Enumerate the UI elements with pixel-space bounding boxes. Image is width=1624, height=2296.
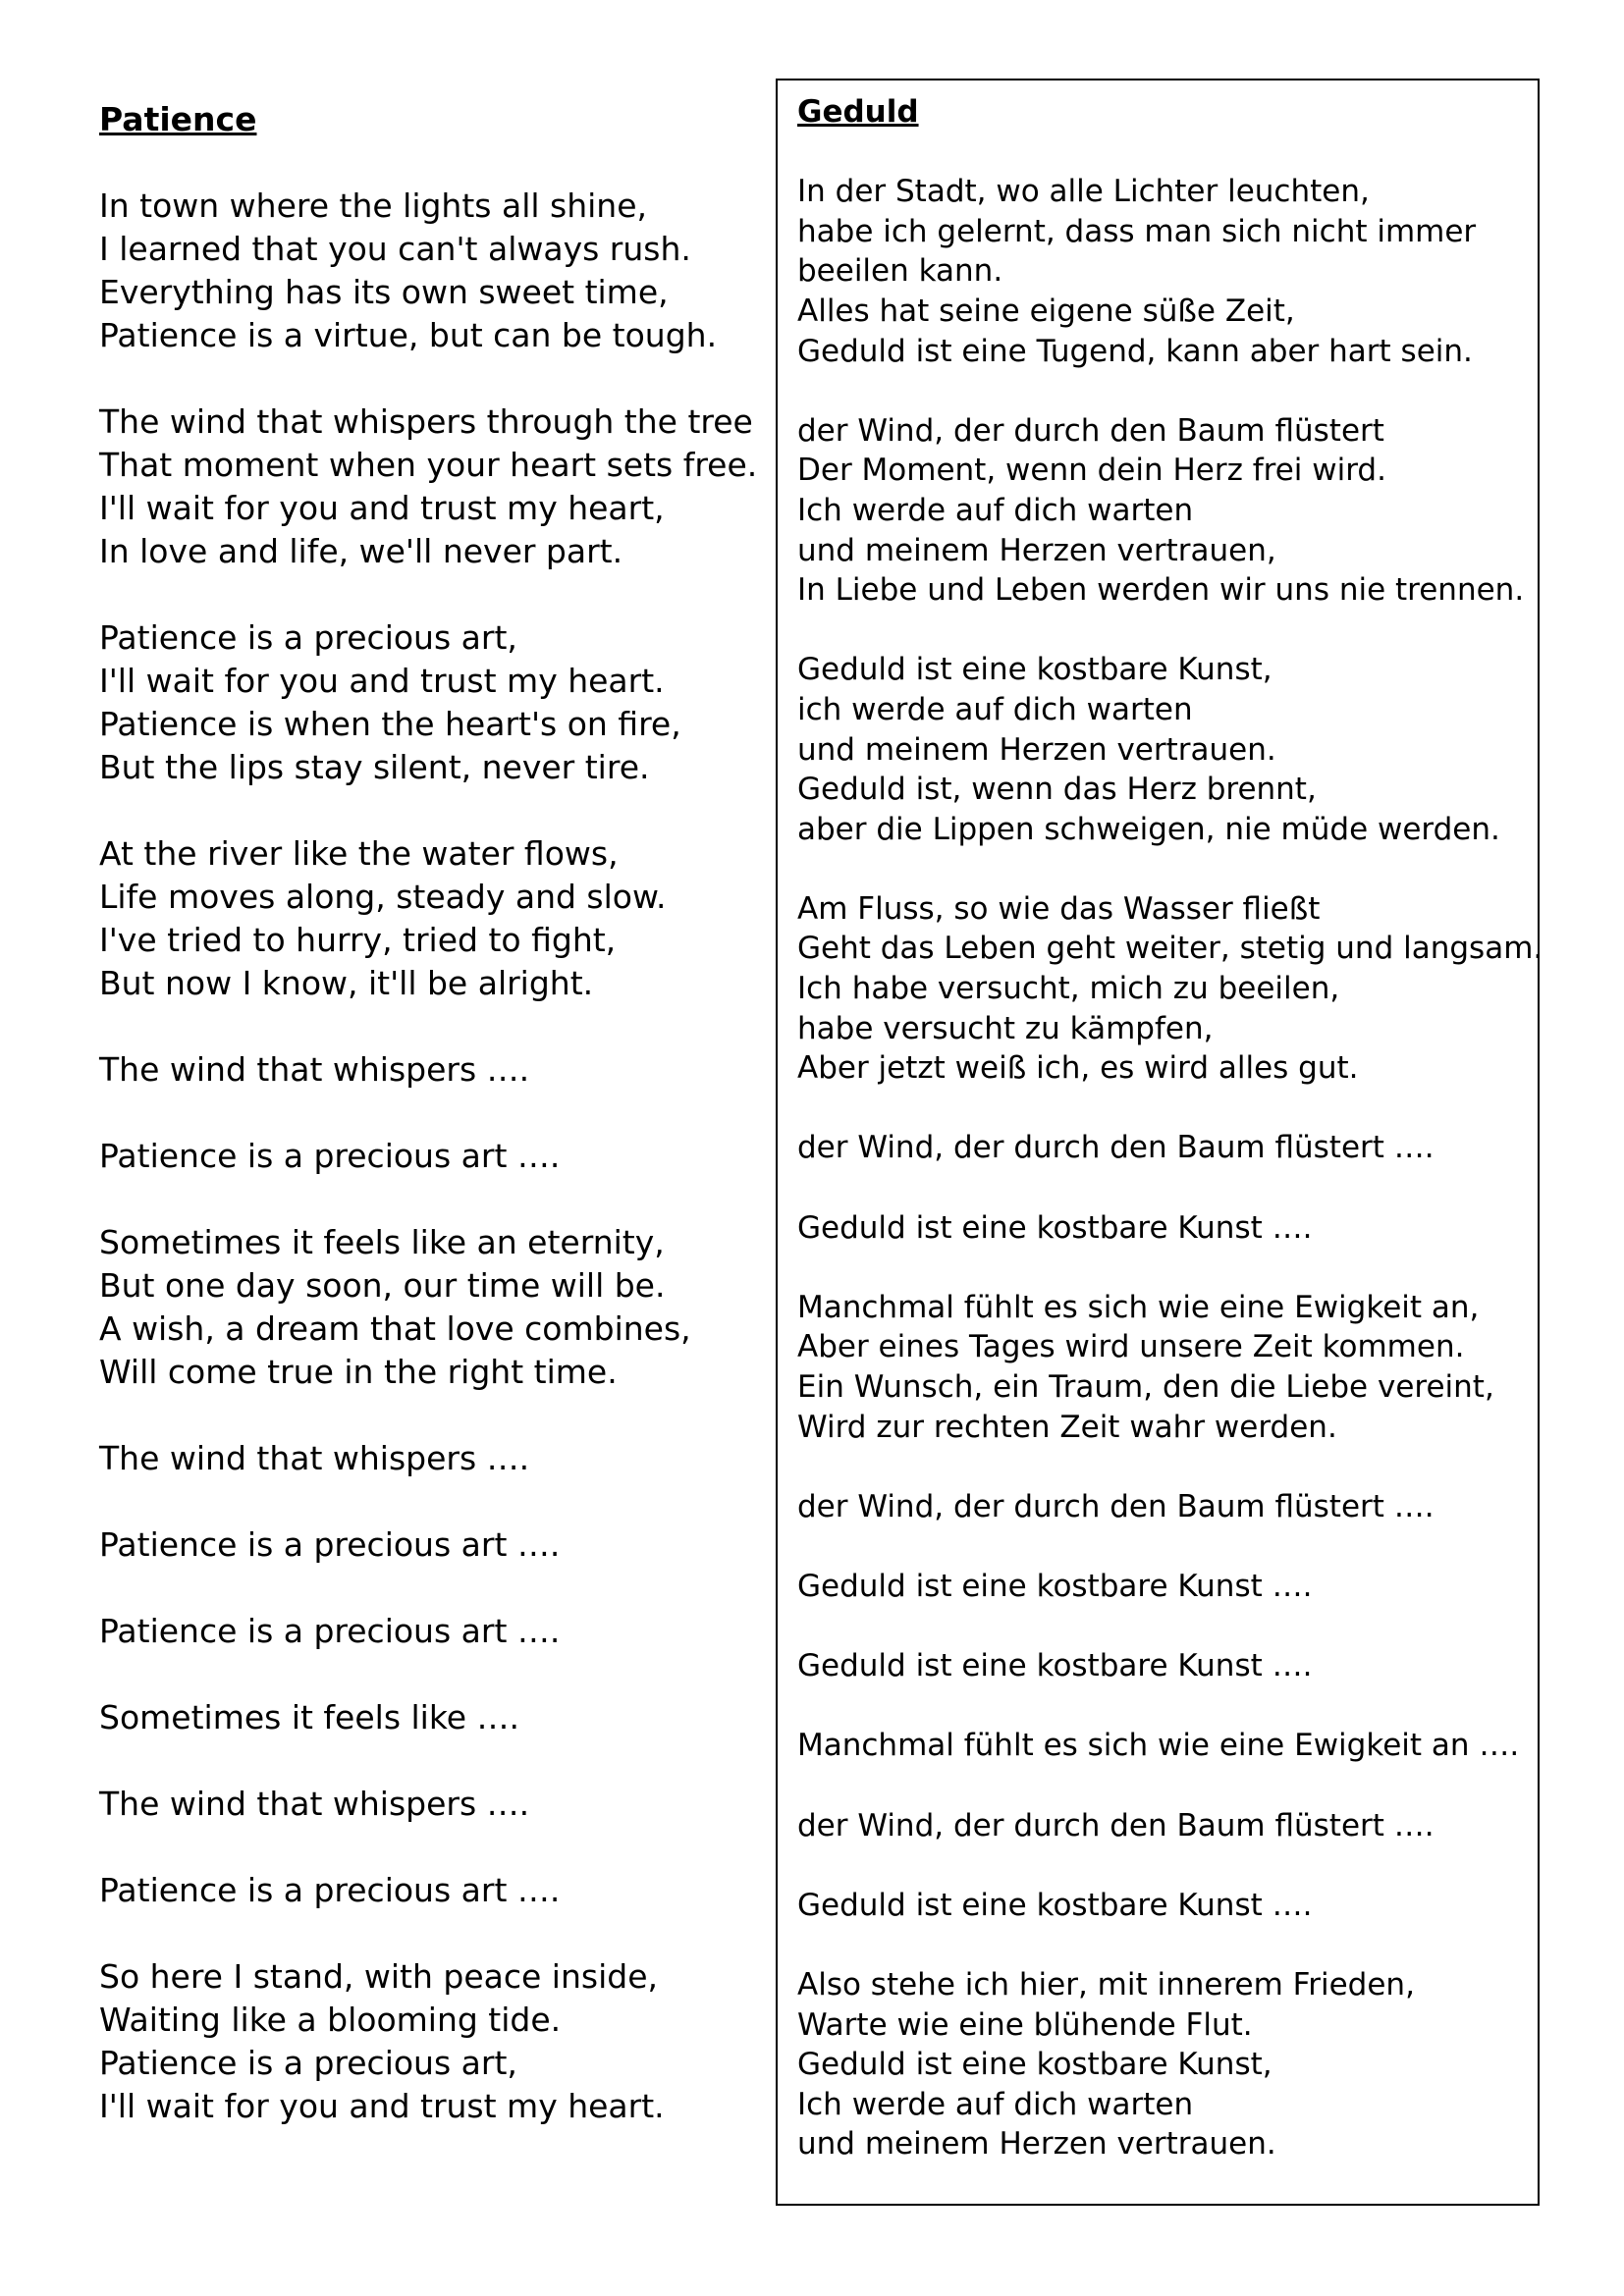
poem-line: The wind that whispers …. bbox=[99, 1785, 530, 1823]
stanza bbox=[99, 1696, 767, 1739]
poem-line: Am Fluss, so wie das Wasser fließt bbox=[797, 890, 1321, 927]
poem-line: habe ich gelernt, dass man sich nicht immer bbox=[797, 213, 1477, 249]
poem-line: Aber jetzt weiß ich, es wird alles gut. bbox=[797, 1050, 1359, 1087]
poem-line: But now I know, it'll be alright. bbox=[99, 964, 594, 1002]
english-poem-title: Patience bbox=[99, 100, 257, 138]
poem-line: aber die Lippen schweigen, nie müde werden. bbox=[797, 811, 1500, 847]
poem-line: But the lips stay silent, never tire. bbox=[99, 748, 650, 786]
poem-line: ich werde auf dich warten bbox=[797, 691, 1193, 727]
german-translation-box bbox=[776, 79, 1543, 2206]
poem-line: und meinem Herzen vertrauen. bbox=[797, 2126, 1276, 2163]
poem-line: Geduld ist eine kostbare Kunst, bbox=[797, 2047, 1272, 2083]
poem-line: I'll wait for you and trust my heart. bbox=[99, 2087, 665, 2125]
stanza bbox=[797, 1806, 1524, 1846]
poem-line: So here I stand, with peace inside, bbox=[99, 1957, 658, 1996]
poem-line: der Wind, der durch den Baum flüstert …. bbox=[797, 1807, 1435, 1843]
stanza bbox=[99, 1523, 767, 1567]
poem-line: The wind that whispers …. bbox=[99, 1050, 530, 1089]
german-poem-title: Geduld bbox=[797, 94, 919, 130]
poem-line: Will come true in the right time. bbox=[99, 1353, 618, 1391]
poem-line: Geduld ist eine kostbare Kunst …. bbox=[797, 1209, 1313, 1246]
english-stanzas bbox=[99, 185, 767, 2128]
poem-line: Geduld ist eine kostbare Kunst …. bbox=[797, 1648, 1313, 1684]
poem-line: Patience is a precious art …. bbox=[99, 1525, 561, 1564]
stanza bbox=[797, 1646, 1524, 1686]
poem-line: Patience is a precious art …. bbox=[99, 1137, 561, 1175]
poem-line: der Wind, der durch den Baum flüstert bbox=[797, 412, 1384, 449]
german-stanzas bbox=[797, 172, 1543, 2164]
stanza bbox=[99, 1135, 767, 1178]
poem-line: Life moves along, steady and slow. bbox=[99, 878, 667, 916]
poem-line: Warte wie eine blühende Flut. bbox=[797, 2006, 1253, 2043]
poem-line: Everything has its own sweet time, bbox=[99, 273, 669, 311]
poem-line: Ich werde auf dich warten bbox=[797, 492, 1194, 528]
stanza bbox=[797, 1208, 1524, 1249]
poem-line: Ich habe versucht, mich zu beeilen, bbox=[797, 971, 1340, 1007]
stanza bbox=[797, 1965, 1524, 2164]
poem-line: Wird zur rechten Zeit wahr werden. bbox=[797, 1409, 1337, 1445]
poem-line: Geduld ist eine kostbare Kunst, bbox=[797, 652, 1272, 688]
poem-line: Waiting like a blooming tide. bbox=[99, 2001, 562, 2039]
poem-line: Geduld ist eine kostbare Kunst …. bbox=[797, 1568, 1313, 1604]
poem-line: Patience is when the heart's on fire, bbox=[99, 705, 681, 743]
stanza bbox=[99, 832, 767, 1005]
poem-line: At the river like the water flows, bbox=[99, 834, 619, 873]
poem-line: Ich werde auf dich warten bbox=[797, 2086, 1194, 2122]
stanza bbox=[797, 1288, 1524, 1447]
poem-line: Manchmal fühlt es sich wie eine Ewigkeit an …. bbox=[797, 1728, 1520, 1764]
poem-line: Patience is a precious art …. bbox=[99, 1612, 561, 1650]
poem-line: Alles hat seine eigene süße Zeit, bbox=[797, 293, 1295, 329]
poem-line: In der Stadt, wo alle Lichter leuchten, bbox=[797, 174, 1370, 210]
poem-line: I'll wait for you and trust my heart, bbox=[99, 489, 665, 527]
poem-line: That moment when your heart sets free. bbox=[99, 446, 758, 484]
stanza bbox=[99, 1783, 767, 1826]
poem-line: The wind that whispers …. bbox=[99, 1439, 530, 1477]
stanza bbox=[797, 172, 1524, 371]
poem-line: Der Moment, wenn dein Herz frei wird. bbox=[797, 453, 1386, 489]
poem-line: der Wind, der durch den Baum flüstert …. bbox=[797, 1488, 1435, 1524]
poem-line: beeilen kann. bbox=[797, 253, 1003, 290]
stanza bbox=[99, 1437, 767, 1480]
german-poem bbox=[797, 92, 1543, 2204]
poem-line: der Wind, der durch den Baum flüstert …. bbox=[797, 1130, 1435, 1166]
poem-line: Ein Wunsch, ein Traum, den die Liebe vereint, bbox=[797, 1369, 1494, 1405]
stanza bbox=[99, 185, 767, 357]
stanza bbox=[99, 1221, 767, 1394]
poem-line: The wind that whispers through the tree bbox=[99, 402, 753, 441]
poem-line: Aber eines Tages wird unsere Zeit kommen. bbox=[797, 1329, 1465, 1365]
stanza bbox=[797, 1128, 1524, 1168]
stanza bbox=[797, 1886, 1524, 1926]
poem-line: But one day soon, our time will be. bbox=[99, 1266, 666, 1305]
poem-line: Geduld ist eine Tugend, kann aber hart sein. bbox=[797, 333, 1473, 369]
poem-line: I'll wait for you and trust my heart. bbox=[99, 662, 665, 700]
stanza bbox=[797, 1726, 1524, 1766]
poem-line: A wish, a dream that love combines, bbox=[99, 1309, 691, 1348]
poem-line: Patience is a virtue, but can be tough. bbox=[99, 316, 718, 354]
poem-line: Patience is a precious art …. bbox=[99, 1871, 561, 1909]
poem-line: Sometimes it feels like an eternity, bbox=[99, 1223, 665, 1261]
poem-line: und meinem Herzen vertrauen. bbox=[797, 731, 1276, 768]
english-poem bbox=[99, 98, 767, 2171]
stanza bbox=[797, 889, 1543, 1089]
stanza bbox=[797, 411, 1524, 611]
poem-line: und meinem Herzen vertrauen, bbox=[797, 532, 1276, 568]
stanza bbox=[797, 1567, 1524, 1607]
poem-line: Geht das Leben geht weiter, stetig und langsam. bbox=[797, 931, 1543, 967]
poem-line: Also stehe ich hier, mit innerem Frieden, bbox=[797, 1966, 1415, 2002]
poem-line: I learned that you can't always rush. bbox=[99, 230, 691, 268]
poem-line: Patience is a precious art, bbox=[99, 2044, 517, 2082]
poem-line: In Liebe und Leben werden wir uns nie trennen. bbox=[797, 572, 1525, 609]
poem-line: I've tried to hurry, tried to fight, bbox=[99, 921, 617, 959]
poem-line: Patience is a precious art, bbox=[99, 618, 517, 657]
poem-line: In town where the lights all shine, bbox=[99, 187, 648, 225]
stanza bbox=[797, 650, 1524, 849]
stanza bbox=[99, 1048, 767, 1092]
stanza bbox=[99, 1610, 767, 1653]
poem-line: habe versucht zu kämpfen, bbox=[797, 1010, 1214, 1046]
poem-line: Sometimes it feels like …. bbox=[99, 1698, 520, 1736]
stanza bbox=[99, 1955, 767, 2128]
poem-line: Geduld ist, wenn das Herz brennt, bbox=[797, 772, 1317, 808]
stanza bbox=[99, 400, 767, 573]
poem-line: Manchmal fühlt es sich wie eine Ewigkeit an, bbox=[797, 1289, 1480, 1325]
stanza bbox=[99, 1869, 767, 1912]
poem-line: In love and life, we'll never part. bbox=[99, 532, 623, 570]
stanza bbox=[99, 616, 767, 789]
poem-line: Geduld ist eine kostbare Kunst …. bbox=[797, 1887, 1313, 1923]
stanza bbox=[797, 1487, 1524, 1527]
